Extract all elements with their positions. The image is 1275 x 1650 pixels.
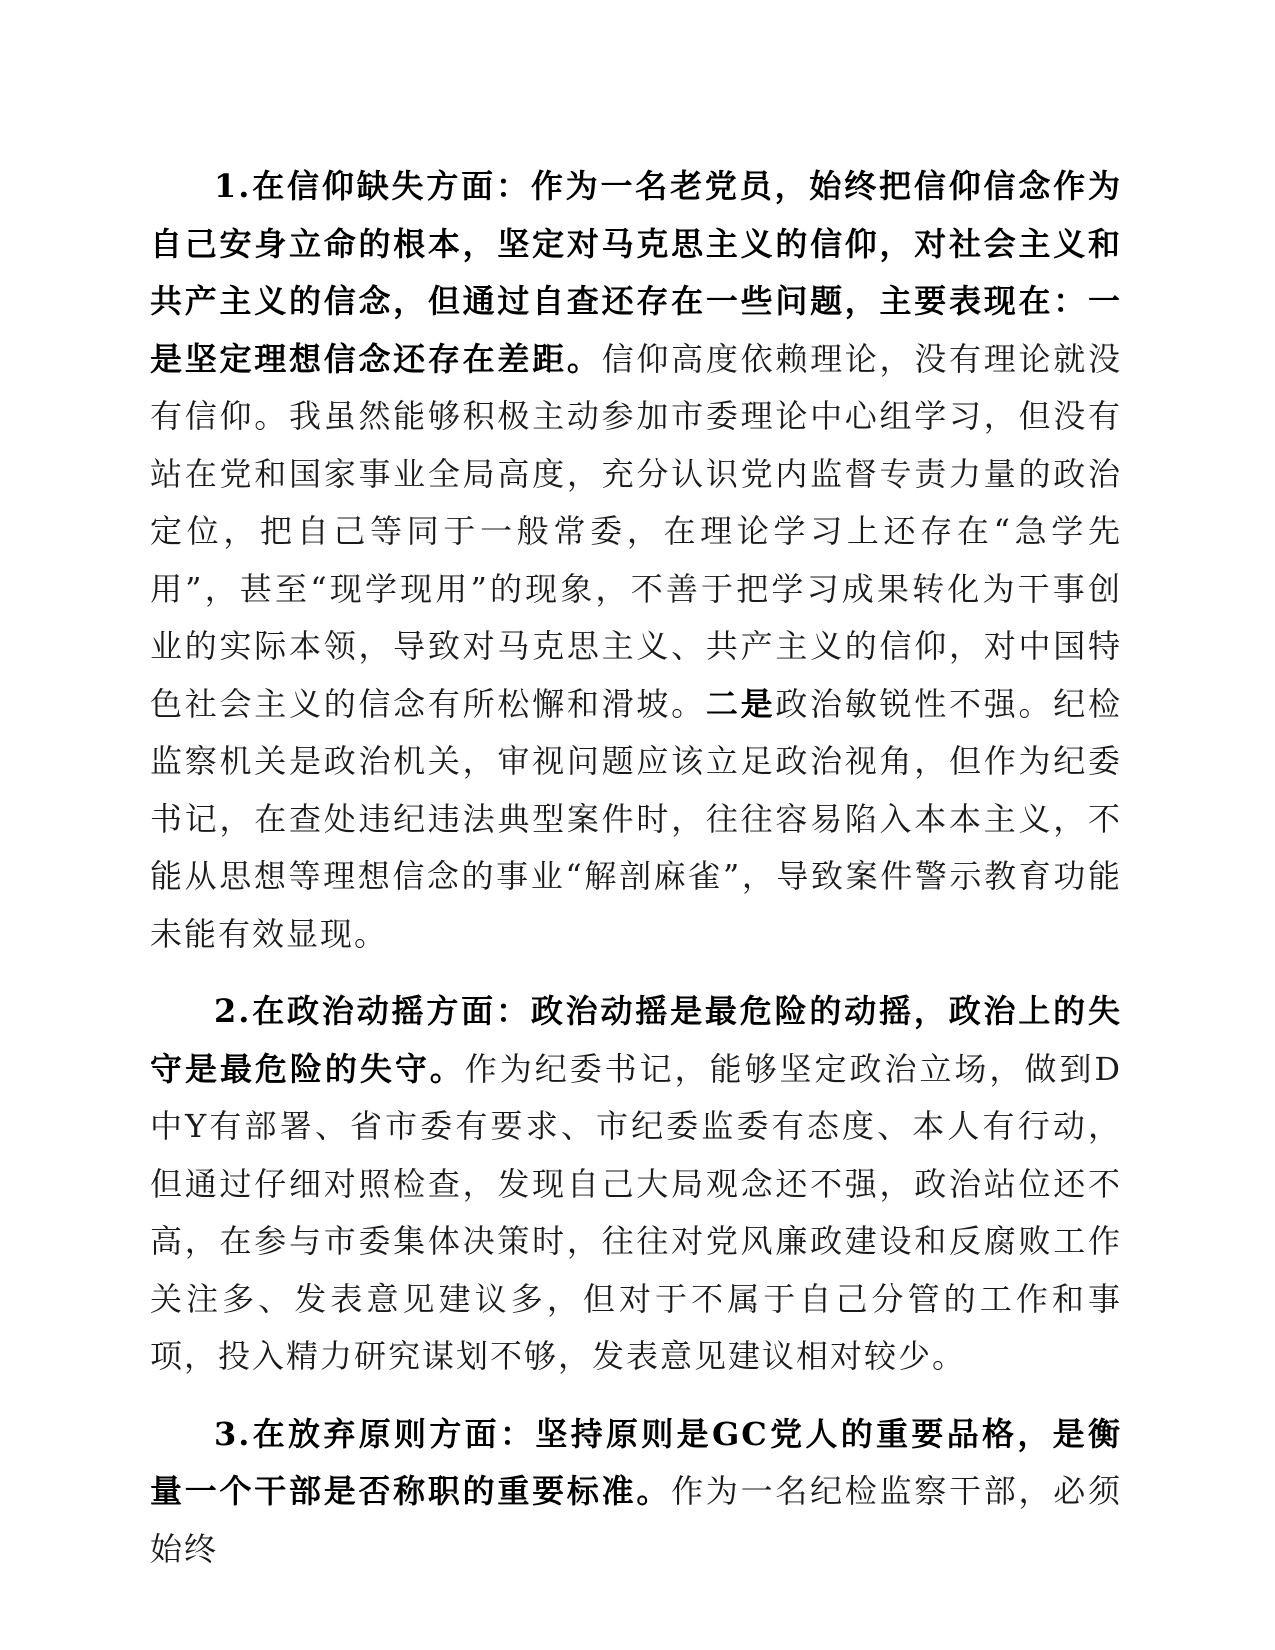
paragraph-1	[150, 158, 1122, 963]
paragraph-3	[150, 1406, 1122, 1579]
paragraph-2-heading: 2.在政治动摇方面：政治动摇是最危险的动摇，政治上的失守是最危险的失守。	[150, 992, 1122, 1088]
paragraph-3-heading: 3.在放弃原则方面：坚持原则是GC党人的重要品格，是衡量一个干部是否称职的重要标准。	[150, 1414, 1122, 1510]
paragraph-2	[150, 983, 1122, 1386]
paragraph-3-body: 作为一名纪检监察干部，必须始终	[150, 1472, 1122, 1568]
paragraph-1-body-2: 政治敏锐性不强。纪检监察机关是政治机关，审视问题应该立足政治视角，但作为纪委书记，在查处违纪违法典型案件时，往往容易陷入本本主义，不能从思想等理想信念的事业“解剖麻雀”，导致案件警示教育功能未能有效显现。	[150, 684, 1122, 953]
paragraph-2-body: 作为纪委书记，能够坚定政治立场，做到D中Y有部署、省市委有要求、市纪委监委有态度、本人有行动，但通过仔细对照检查，发现自己大局观念还不强，政治站位还不高，在参与市委集体决策时，往往对党风廉政建设和反腐败工作关注多、发表意见建议多，但对于不属于自己分管的工作和事项，投入精力研究谋划不够，发表意见建议相对较少。	[150, 1049, 1122, 1375]
paragraph-1-emphasis: 二是	[705, 684, 776, 723]
paragraph-1-heading: 1.在信仰缺失方面：作为一名老党员，始终把信仰信念作为自己安身立命的根本，坚定对马克思主义的信仰，对社会主义和共产主义的信念，但通过自查还存在一些问题，主要表现在：一是坚定理想信念还存在差距。	[150, 167, 1122, 378]
document-page	[150, 158, 1122, 1578]
paragraph-1-body: 信仰高度依赖理论，没有理论就没有信仰。我虽然能够积极主动参加市委理论中心组学习，但没有站在党和国家事业全局高度，充分认识党内监督专责力量的政治定位，把自己等同于一般常委，在理论学习上还存在“急学先用”，甚至“现学现用”的现象，不善于把学习成果转化为干事创业的实际本领，导致对马克思主义、共产主义的信仰，对中国特色社会主义的信念有所松懈和滑坡。	[150, 339, 1122, 723]
